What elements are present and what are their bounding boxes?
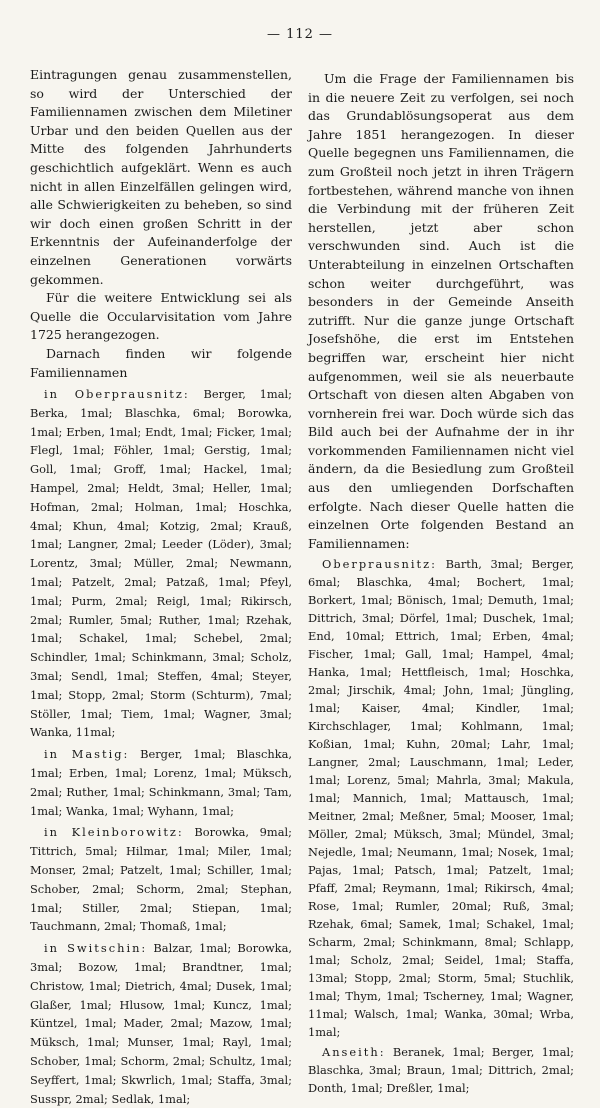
oberprausnitz-1851-list [308,555,574,1041]
left-paragraph-list-intro: Darnach finden wir folgende Familiennamen [30,345,292,380]
place-label-kleinborowitz: in Kleinborowitz: [44,825,184,840]
place-label-oberprausnitz-1851: Oberprausnitz: [322,557,437,572]
names-mastig: Berger, 1mal; Blaschka, 1mal; Erben, 1mal; Lorenz, 1mal; Müksch, 2mal; Ruther, 1mal; Schinkmann, 3mal; Tam, 1mal; Wanka, 1mal; Wyhann, 1mal; [30,747,293,818]
place-label-mastig: in Mastig: [44,747,130,762]
names-oberprausnitz-1851: Barth, 3mal; Berger, 6mal; Blaschka, 4mal; Bochert, 1mal; Borkert, 1mal; Bönisch, 1mal; Demuth, 1mal; Dittrich, 3mal; Dörfel, 1mal; Duschek, 1mal; End, 10mal; Ettrich, 1mal; Erben, 4mal; Fischer, 1mal; Gall, 1mal; Hampel, 4mal; Hanka, 1mal; Hettfleisch, 1mal; Hoschka, 2mal; Jirschik, 4mal; John, 1mal; Jüngling, 1mal; Kaiser, 4mal; Kindler, 1mal; Kirchschlager, 1mal; Kohlmann, 1mal; Koßian, 1mal; Kuhn, 20mal; Lahr, 1mal; Langner, 2mal; Lauschmann, 1mal; Leder, 1mal; Lorenz, 5mal; Mahrla, 3mal; Makula, 1mal; Mannich, 1mal; Mattausch, 1mal; Meitner, 2mal; Meßner, 5mal; Mooser, 1mal; Möller, 2mal; Müksch, 3mal; Mündel, 3mal; Nejedle, 1mal; Neumann, 1mal; Nosek, 1mal; Pajas, 1mal; Patsch, 1mal; Patzelt, 1mal; Pfaff, 2mal; Reymann, 1mal; Rikirsch, 4mal; Rose, 1mal; Rumler, 20mal; Ruß, 3mal; Rzehak, 6mal; Samek, 1mal; Schakel, 1mal; Scharm, 2mal; Schinkmann, 8mal; Schlapp, 1mal; Scholz, 2mal; Seidel, 1mal; Staffa, 13mal; Stopp, 2mal; Storm, 5mal; Stuchlik, 1mal; Thym, 1mal; Tscherney, 1mal; Wagner, 11mal; Walsch, 1mal; Wanka, 30mal; Wrba, 1mal; [308,557,575,1040]
place-label-oberprausnitz: in Oberprausnitz: [44,387,190,402]
kleinborowitz-1725-list [30,823,292,936]
left-paragraph-source: Für die weitere Entwicklung sei als Quelle die Occularvisitation vom Jahre 1725 herangezogen. [30,290,292,343]
anseith-1851-list [308,1043,574,1097]
place-label-switschin: in Switschin: [44,941,148,956]
right-column [308,70,574,1097]
mastig-1725-list [30,745,292,820]
left-paragraph-intro: Eintragungen genau zusammenstellen, so wird der Unterschied der Familiennamen zwischen dem Miletiner Urbar und den beiden Quellen aus der Mitte des folgenden Jahrhunderts geschichtlich aufgeklärt. Wenn es auch nicht in allen Einzelfällen gelingen wird, alle Schwierigkeiten zu beheben, so sind wir doch einen großen Schritt in der Erkenntnis der Aufeinanderfolge der einzelnen Generationen vorwärts gekommen. [30,67,292,287]
place-label-anseith: Anseith: [322,1045,386,1060]
names-oberprausnitz: Berger, 1mal; Berka, 1mal; Blaschka, 6mal; Borowka, 1mal; Erben, 1mal; Endt, 1mal; Ficker, 1mal; Flegl, 1mal; Föhler, 1mal; Gerstig, 1mal; Goll, 1mal; Groff, 1mal; Hackel, 1mal; Hampel, 2mal; Heldt, 3mal; Heller, 1mal; Hofman, 2mal; Holman, 1mal; Hoschka, 4mal; Khun, 4mal; Kotzig, 2mal; Krauß, 1mal; Langner, 2mal; Leeder (Löder), 3mal; Lorentz, 3mal; Müller, 2mal; Newmann, 1mal; Patzelt, 2mal; Patzaß, 1mal; Pfeyl, 1mal; Purm, 2mal; Reigl, 1mal; Rikirsch, 2mal; Rumler, 5mal; Ruther, 1mal; Rzehak, 1mal; Schakel, 1mal; Schebel, 2mal; Schindler, 1mal; Schinkmann, 3mal; Scholz, 3mal; Sendl, 1mal; Steffen, 4mal; Steyer, 1mal; Stopp, 2mal; Storm (Schturm), 7mal; Stöller, 1mal; Tiem, 1mal; Wagner, 3mal; Wanka, 11mal; [30,387,292,740]
left-column [30,66,292,1108]
right-paragraph-intro: Um die Frage der Familiennamen bis in die neuere Zeit zu verfolgen, sei noch das Grundablösungsoperat aus dem Jahre 1851 herangezogen. In dieser Quelle begegnen uns Familiennamen, die zum Großteil noch jetzt in ihren Trägern fortbestehen, während manche von ihnen die Verbindung mit der früheren Zeit herstellen, jetzt aber schon verschwunden sind. Auch ist die Unterabteilung in einzelnen Ortschaften schon weiter durchgeführt, was besonders in der Gemeinde Anseith zutrifft. Nur die ganze junge Ortschaft Josefshöhe, die erst im Entstehen begriffen war, erscheint hier nicht aufgenommen, weil sie als neuerbaute Ortschaft von diesen alten Abgaben von vornherein frei war. Doch würde sich das Bild auch bei der Aufnahme der in ihr vorkommenden Familiennamen nicht viel ändern, da die Besiedlung zum Großteil aus den umliegenden Dorfschaften erfolgte. Nach dieser Quelle hatten die einzelnen Orte folgenden Bestand an Familiennamen: [308,71,574,551]
switschin-1725-list [30,939,292,1108]
names-switschin: Balzar, 1mal; Borowka, 3mal; Bozow, 1mal; Brandtner, 1mal; Christow, 1mal; Dietrich, 4mal; Dusek, 1mal; Glaßer, 1mal; Hlusow, 1mal; Kuncz, 1mal; Küntzel, 1mal; Mader, 2mal; Mazow, 1mal; Müksch, 1mal; Munser, 1mal; Rayl, 1mal; Schober, 1mal; Schorm, 2mal; Schultz, 1mal; Seyffert, 1mal; Skwrlich, 1mal; Staffa, 3mal; Susspr, 2mal; Sedlak, 1mal; [30,941,292,1106]
names-kleinborowitz: Borowka, 9mal; Tittrich, 5mal; Hilmar, 1mal; Miler, 1mal; Monser, 2mal; Patzelt, 1mal; Schiller, 1mal; Schober, 2mal; Schorm, 2mal; Stephan, 1mal; Stiller, 2mal; Stiepan, 1mal; Tauchmann, 2mal; Thomaß, 1mal; [30,825,292,934]
page-number: — 112 — [266,27,334,42]
oberprausnitz-1725-list [30,385,292,742]
names-anseith: Beranek, 1mal; Berger, 1mal; Blaschka, 3mal; Braun, 1mal; Dittrich, 2mal; Donth, 1mal; Dreßler, 1mal; [308,1045,575,1096]
